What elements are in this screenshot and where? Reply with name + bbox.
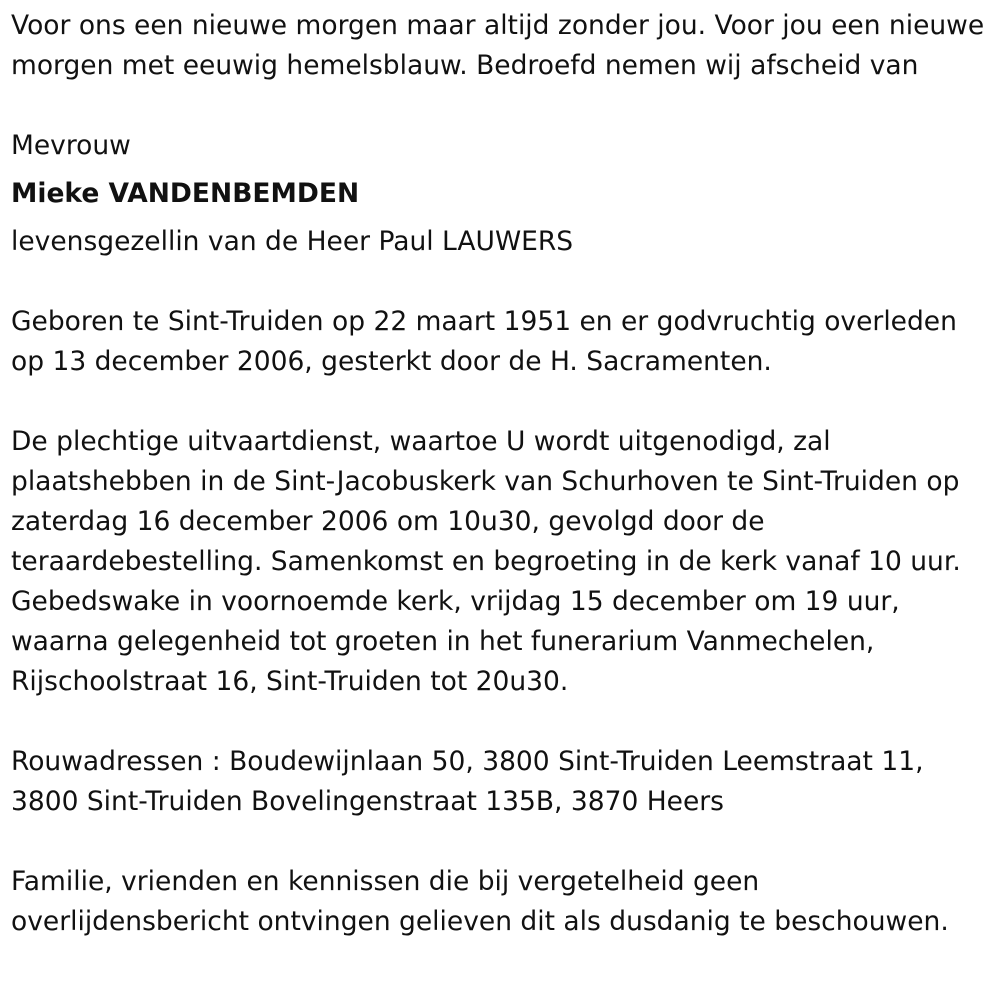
- salutation: Mevrouw: [11, 130, 131, 161]
- service-details: De plechtige uitvaartdienst, waartoe U wordt uitgenodigd, zal plaatshebben in de Sint-Jacobuskerk van Schurhoven te Sint-Truiden op zaterdag 16 december 2006 om 10u30, gevolgd door de teraardebestelling. Samenkomst en begroeting in de kerk vanaf 10 uur. Gebedswake in voornoemde kerk, vrijdag 15 december om 19 uur, waarna gelegenheid tot groeten in het funerarium Vanmechelen, Rijschoolstraat 16, Sint-Truiden tot 20u30.: [11, 426, 961, 697]
- death-notice: [11, 6, 986, 942]
- closing-text: Familie, vrienden en kennissen die bij vergetelheid geen overlijdensbericht ontvingen gelieven dit als dusdanig te beschouwen.: [11, 866, 949, 937]
- relation-text: levensgezellin van de Heer Paul LAUWERS: [11, 226, 574, 257]
- deceased-name: Mieke VANDENBEMDEN: [11, 178, 360, 209]
- birth-death-text: Geboren te Sint-Truiden op 22 maart 1951 en er godvruchtig overleden op 13 december 2006, gesterkt door de H. Sacramenten.: [11, 306, 957, 377]
- intro-text: Voor ons een nieuwe morgen maar altijd zonder jou. Voor jou een nieuwe morgen met eeuwig hemelsblauw. Bedroefd nemen wij afscheid van: [11, 10, 985, 81]
- mourning-addresses: Rouwadressen : Boudewijnlaan 50, 3800 Sint-Truiden Leemstraat 11, 3800 Sint-Truiden Bovelingenstraat 135B, 3870 Heers: [11, 746, 924, 817]
